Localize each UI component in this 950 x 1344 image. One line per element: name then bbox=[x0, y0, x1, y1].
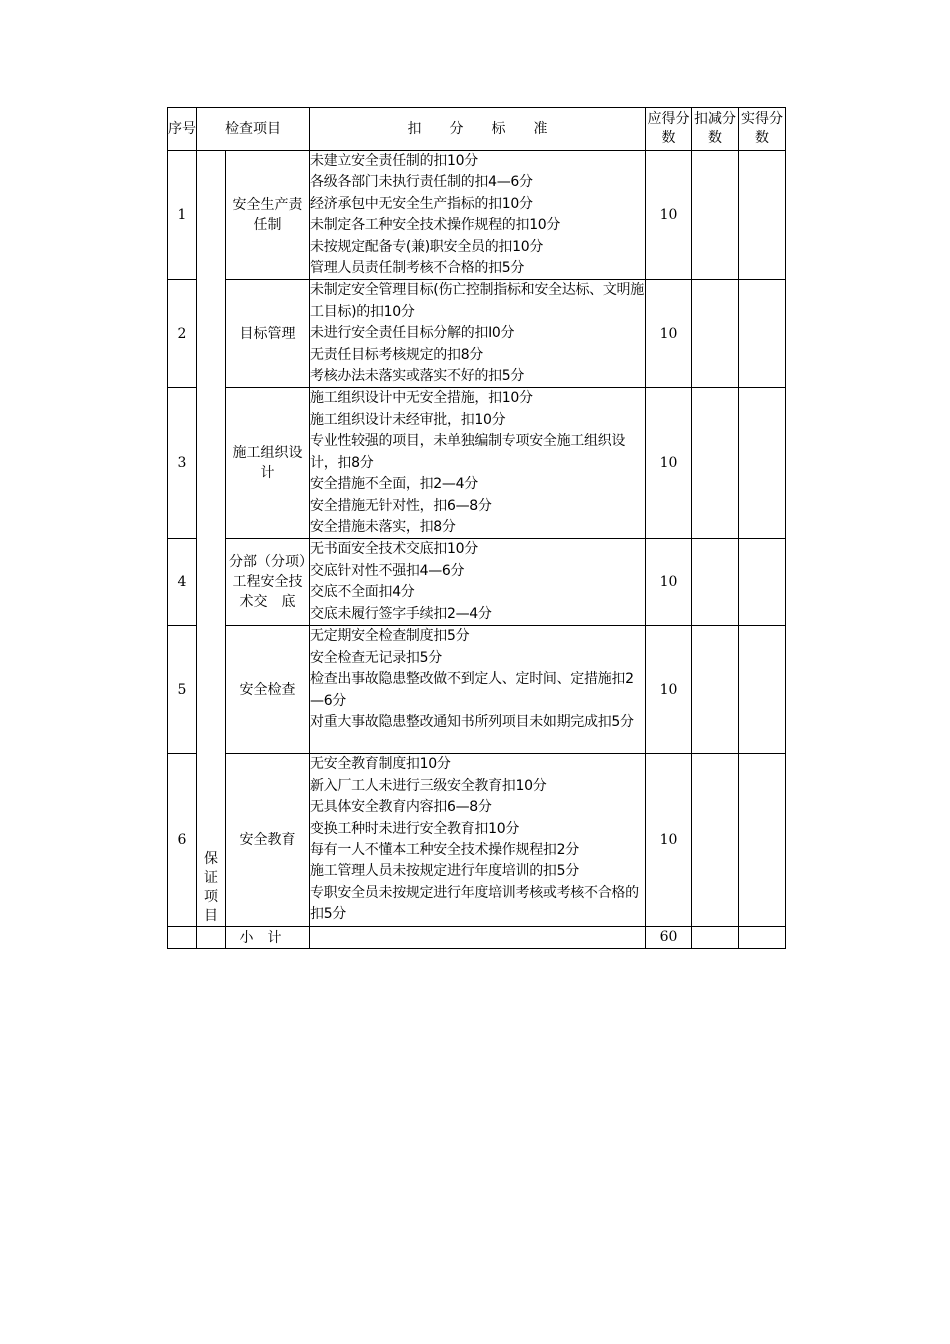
row-deduct-score bbox=[692, 626, 739, 754]
header-deduct-score: 扣减分数 bbox=[692, 108, 739, 151]
row-criteria bbox=[310, 388, 646, 539]
row-deduct-score bbox=[692, 280, 739, 388]
category-label: 保证项目 bbox=[204, 850, 218, 924]
criteria-line: 未制定安全管理目标(伤亡控制指标和安全达标、文明施工目标)的扣10分 bbox=[310, 282, 644, 320]
header-actual-score: 实得分数 bbox=[739, 108, 786, 151]
criteria-line: 无责任目标考核规定的扣8分 bbox=[310, 346, 484, 363]
criteria-line: 安全措施未落实，扣8分 bbox=[310, 518, 456, 535]
row-actual-score bbox=[739, 388, 786, 539]
criteria-line: 交底针对性不强扣4—6分 bbox=[310, 562, 465, 579]
criteria-line: 专职安全员未按规定进行年度培训考核或考核不合格的扣5分 bbox=[310, 884, 639, 923]
criteria-line: 考核办法未落实或落实不好的扣5分 bbox=[310, 368, 525, 385]
criteria-line: 专业性较强的项目，未单独编制专项安全施工组织设计，扣8分 bbox=[310, 433, 626, 471]
table-row bbox=[168, 754, 786, 926]
row-deduct-score bbox=[692, 754, 739, 926]
criteria-line: 经济承包中无安全生产指标的扣10分 bbox=[310, 195, 533, 212]
subtotal-row bbox=[168, 926, 786, 948]
criteria-line: 无书面安全技术交底扣10分 bbox=[310, 541, 478, 558]
criteria-line: 未制定各工种安全技术操作规程的扣10分 bbox=[310, 217, 561, 234]
subtotal-label: 小计 bbox=[226, 926, 310, 948]
criteria-line: 无安全教育制度扣10分 bbox=[310, 756, 451, 773]
subtotal-seq-empty bbox=[168, 926, 197, 948]
criteria-line: 安全措施无针对性，扣6—8分 bbox=[310, 497, 492, 514]
row-due-score: 10 bbox=[646, 388, 692, 539]
criteria-line: 未进行安全责任目标分解的扣I0分 bbox=[310, 325, 515, 342]
row-seq: 4 bbox=[168, 539, 197, 626]
table-row bbox=[168, 388, 786, 539]
table-header-row bbox=[168, 108, 786, 151]
criteria-line: 新入厂工人未进行三级安全教育扣10分 bbox=[310, 777, 547, 794]
header-item: 检查项目 bbox=[197, 108, 310, 151]
row-due-score: 10 bbox=[646, 754, 692, 926]
row-actual-score bbox=[739, 539, 786, 626]
row-deduct-score bbox=[692, 388, 739, 539]
row-due-score: 10 bbox=[646, 626, 692, 754]
header-due-score: 应得分数 bbox=[646, 108, 692, 151]
subtotal-deduct-score bbox=[692, 926, 739, 948]
criteria-line: 各级各部门未执行责任制的扣4—6分 bbox=[310, 174, 533, 191]
row-actual-score bbox=[739, 280, 786, 388]
criteria-line: 安全检查无记录扣5分 bbox=[310, 649, 442, 666]
table-row bbox=[168, 280, 786, 388]
row-item: 目标管理 bbox=[226, 280, 310, 388]
criteria-line: 施工管理人员未按规定进行年度培训的扣5分 bbox=[310, 863, 579, 880]
row-item: 安全检查 bbox=[226, 626, 310, 754]
criteria-line: 检查出事故隐患整改做不到定人、定时间、定措施扣2—6分 bbox=[310, 671, 634, 709]
row-criteria bbox=[310, 539, 646, 626]
inspection-score-table bbox=[167, 107, 786, 949]
table-row bbox=[168, 626, 786, 754]
criteria-line: 未建立安全责任制的扣10分 bbox=[310, 153, 478, 169]
row-item: 安全教育 bbox=[226, 754, 310, 926]
row-criteria bbox=[310, 626, 646, 754]
criteria-line: 无定期安全检查制度扣5分 bbox=[310, 628, 470, 645]
row-seq: 5 bbox=[168, 626, 197, 754]
criteria-line: 变换工种时未进行安全教育扣10分 bbox=[310, 820, 520, 837]
table-row bbox=[168, 151, 786, 280]
criteria-line: 每有一人不懂本工种安全技术操作规程扣2分 bbox=[310, 841, 579, 858]
criteria-line: 施工组织设计未经审批，扣10分 bbox=[310, 411, 506, 428]
header-seq: 序号 bbox=[168, 108, 197, 151]
criteria-line: 管理人员责任制考核不合格的扣5分 bbox=[310, 260, 525, 277]
row-seq: 2 bbox=[168, 280, 197, 388]
subtotal-category-empty bbox=[197, 926, 226, 948]
criteria-line: 交底未履行签字手续扣2—4分 bbox=[310, 605, 492, 622]
criteria-line: 对重大事故隐患整改通知书所列项目未如期完成扣5分 bbox=[310, 713, 634, 730]
row-deduct-score bbox=[692, 151, 739, 280]
row-item: 施工组织设计 bbox=[226, 388, 310, 539]
criteria-line: 交底不全面扣4分 bbox=[310, 584, 415, 601]
row-seq: 6 bbox=[168, 754, 197, 926]
subtotal-actual-score bbox=[739, 926, 786, 948]
subtotal-criteria-empty bbox=[310, 926, 646, 948]
row-criteria bbox=[310, 754, 646, 926]
row-seq: 3 bbox=[168, 388, 197, 539]
row-item: 安全生产责任制 bbox=[226, 151, 310, 280]
table-row bbox=[168, 539, 786, 626]
row-actual-score bbox=[739, 754, 786, 926]
row-due-score: 10 bbox=[646, 539, 692, 626]
row-actual-score bbox=[739, 151, 786, 280]
criteria-line: 安全措施不全面，扣2—4分 bbox=[310, 476, 478, 493]
row-item: 分部（分项）工程安全技术交 底 bbox=[226, 539, 310, 626]
row-actual-score bbox=[739, 626, 786, 754]
row-criteria bbox=[310, 151, 646, 280]
header-criteria: 扣 分 标 准 bbox=[310, 108, 646, 151]
criteria-line: 施工组织设计中无安全措施，扣10分 bbox=[310, 390, 533, 407]
criteria-line: 无具体安全教育内容扣6—8分 bbox=[310, 799, 492, 816]
row-criteria bbox=[310, 280, 646, 388]
row-seq: 1 bbox=[168, 151, 197, 280]
category-guarantee-items bbox=[197, 151, 226, 927]
criteria-line: 未按规定配备专(兼)职安全员的扣10分 bbox=[310, 238, 544, 255]
row-due-score: 10 bbox=[646, 280, 692, 388]
row-due-score: 10 bbox=[646, 151, 692, 280]
row-deduct-score bbox=[692, 539, 739, 626]
subtotal-due-score: 60 bbox=[646, 926, 692, 948]
